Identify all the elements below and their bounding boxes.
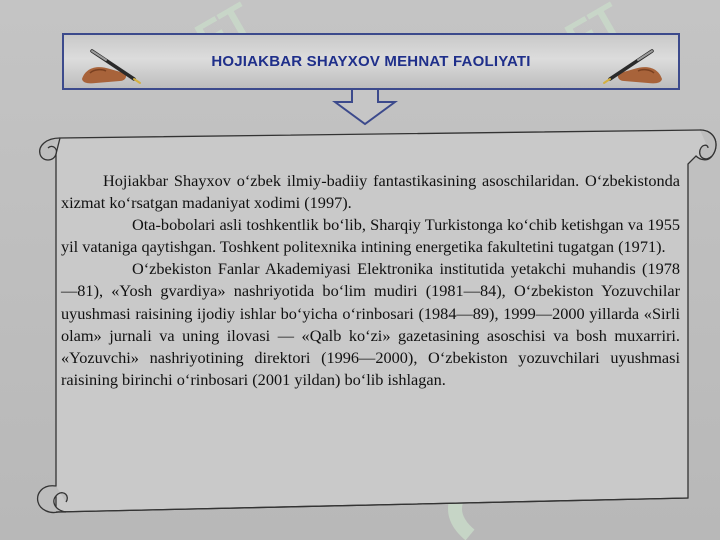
- paragraph: Hojiakbar Shayxov o‘zbek ilmiy-badiiy fantastikasining asoschilaridan. O‘zbekistonda xizmat ko‘rsatgan madaniyat xodimi (1997).: [61, 171, 680, 213]
- paragraph: Ota-bobolari asli toshkentlik bo‘lib, Sharqiy Turkistonga ko‘chib ketishgan va 1955 yil vataniga qaytishgan. Toshkent politexnika intining energetika fakultetini tugatgan (1971).: [61, 215, 680, 257]
- biography-text: [61, 170, 680, 391]
- down-arrow-icon: [332, 88, 398, 126]
- hand-pen-icon: [588, 39, 668, 87]
- header-banner: [62, 33, 680, 90]
- page-title: HOJIAKBAR SHAYXOV MEHNAT FAOLIYATI: [211, 53, 531, 70]
- paragraph: O‘zbekiston Fanlar Akademiyasi Elektronika institutida yetakchi muhandis (1978—81), «Yosh gvardiya» nashriyotida bo‘lim mudiri (1981—84), O‘zbekiston Yozuvchilar uyushmasi raisining ijodiy ishlar bo‘yicha o‘rinbosari (1984—89), 1999—2000 yillarda «Sirli olam» jurnali va uning ilovasi — «Qalb ko‘zi» gazetasining asoschisi va bosh muxarriri. «Yozuvchi» nashriyotining direktori (1996—2000), O‘zbekiston yozuvchilari uyushmasi raisining birinchi o‘rinbosari (2001 yildan) bo‘lib ishlagan.: [61, 259, 680, 389]
